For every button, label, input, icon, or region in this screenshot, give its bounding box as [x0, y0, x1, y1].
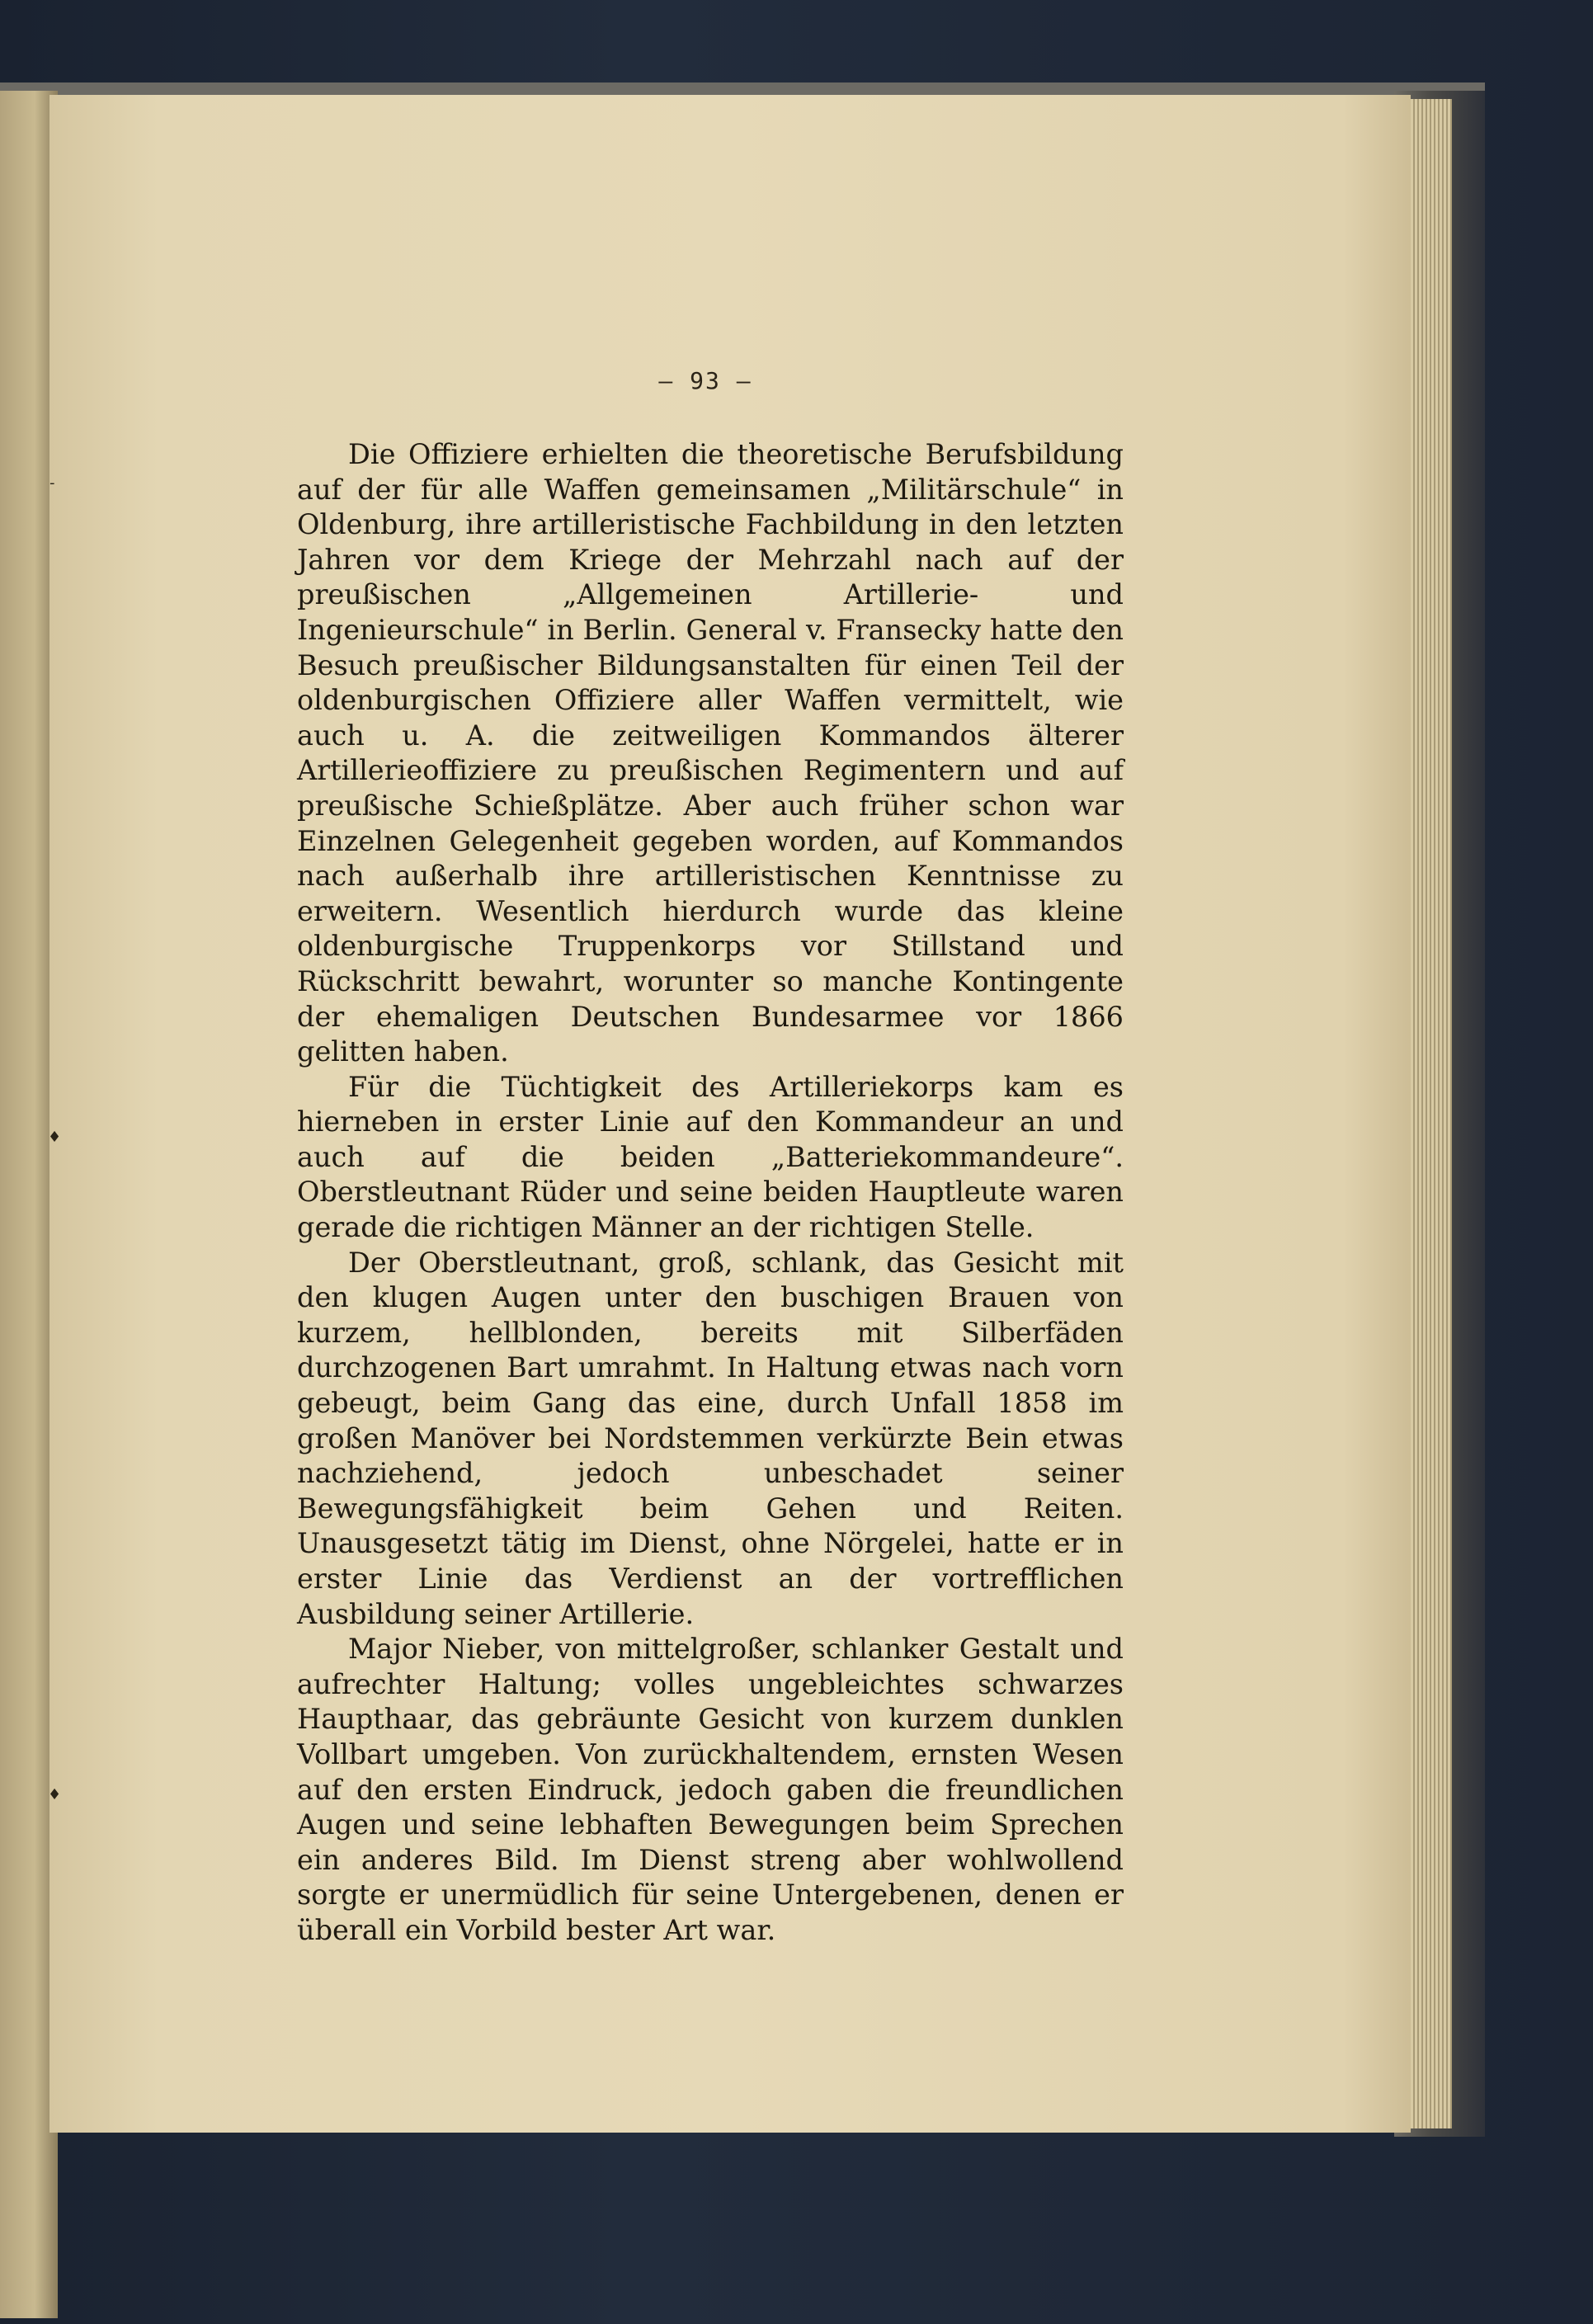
paragraph: Für die Tüchtigkeit des Artilleriekorps kam es hierneben in erster Linie auf den Kommandeur an und auch auf die beiden „Batteriekommandeure“. Oberstleutnant Rüder und seine beiden Hauptleute waren gerade die richtigen Männer an der richtigen Stelle.: [297, 1070, 1124, 1244]
margin-mark: -: [49, 474, 55, 492]
margin-mark: ♦: [48, 1786, 62, 1803]
page-block-edges: [1407, 99, 1452, 2128]
paragraph: Major Nieber, von mittelgroßer, schlanker Gestalt und aufrechter Haltung; volles ungebleichtes schwarzes Haupthaar, das gebräunte Gesicht von kurzem dunklen Vollbart umgeben. Von zurückhaltendem, ernsten Wesen auf den ersten Eindruck, jedoch gaben die freundlichen Augen und seine lebhaften Bewegungen beim Sprechen ein anderes Bild. Im Dienst streng aber wohlwollend sorgte er unermüdlich für seine Untergebenen, denen er überall ein Vorbild bester Art war.: [297, 1633, 1124, 1946]
book-page: [49, 95, 1411, 2133]
margin-mark: ♦: [48, 1129, 62, 1146]
page-number: — 93 —: [658, 367, 752, 394]
paragraph: Die Offiziere erhielten die theoretische Berufsbildung auf der für alle Waffen gemeinsamen „Militärschule“ in Oldenburg, ihre artilleristische Fachbildung in den letzten Jahren vor dem Kriege der Mehrzahl nach auf der preußischen „Allgemeinen Artillerie- und Ingenieurschule“ in Berlin. General v. Fransecky hatte den Besuch preußischer Bildungsanstalten für einen Teil der oldenburgischen Offiziere aller Waffen vermittelt, wie auch u. A. die zeitweiligen Kommandos älterer Artillerieoffiziere zu preußischen Regimentern und auf preußische Schießplätze. Aber auch früher schon war Einzelnen Gelegenheit gegeben worden, auf Kommandos nach außerhalb ihre artilleristischen Kenntnisse zu erweitern. Wesentlich hierdurch wurde das kleine oldenburgische Truppenkorps vor Stillstand und Rückschritt bewahrt, worunter so manche Kontingente der ehemaligen Deutschen Bundesarmee vor 1866 gelitten haben.: [297, 438, 1124, 1068]
body-text: [297, 437, 1124, 1949]
paragraph: Der Oberstleutnant, groß, schlank, das Gesicht mit den klugen Augen unter den buschigen Brauen von kurzem, hellblonden, bereits mit Silberfäden durchzogenen Bart umrahmt. In Haltung etwas nach vorn gebeugt, beim Gang das eine, durch Unfall 1858 im großen Manöver bei Nordstemmen verkürzte Bein etwas nachziehend, jedoch unbeschadet seiner Bewegungsfähigkeit beim Gehen und Reiten. Unausgesetzt tätig im Dienst, ohne Nörgelei, hatte er in erster Linie das Verdienst an der vortrefflichen Ausbildung seiner Artillerie.: [297, 1246, 1124, 1630]
